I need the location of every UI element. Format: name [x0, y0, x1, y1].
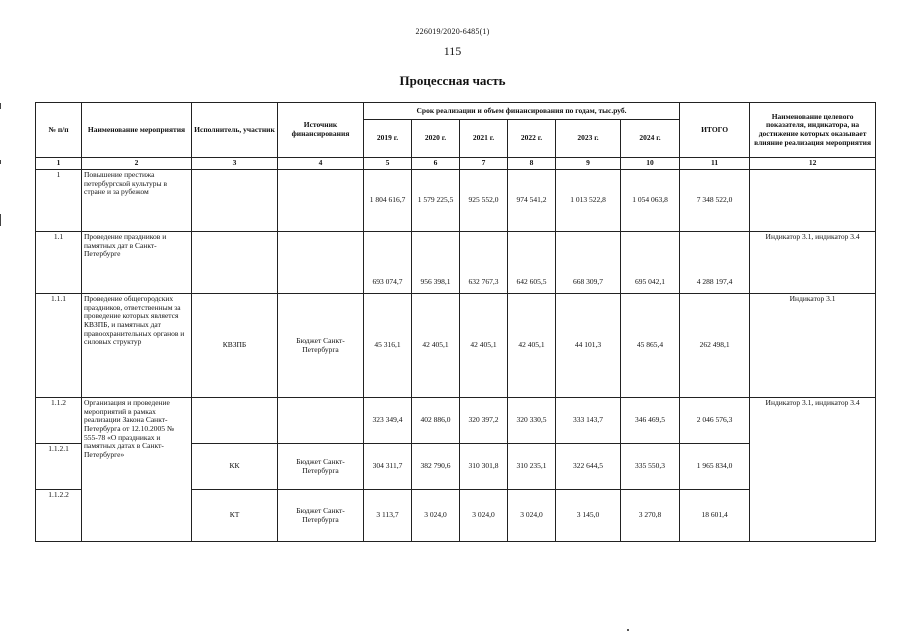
- page-title: Процессная часть: [399, 73, 506, 88]
- column-number-row: [36, 158, 876, 170]
- indicator-cell: Индикатор 3.1, индикатор 3.4: [750, 232, 876, 294]
- value-cell: 45 865,4: [621, 294, 680, 398]
- header-year: 2021 г.: [460, 120, 508, 158]
- indicator-cell: [750, 170, 876, 232]
- value-cell: 3 113,7: [364, 490, 412, 542]
- total-cell: 2 046 576,3: [680, 398, 750, 444]
- row-num: 1.1: [36, 232, 82, 294]
- value-cell: 333 143,7: [556, 398, 621, 444]
- value-cell: 3 024,0: [460, 490, 508, 542]
- value-cell: 1 804 616,7: [364, 170, 412, 232]
- column-number: 2: [82, 158, 192, 170]
- value-cell: 335 550,3: [621, 444, 680, 490]
- value-cell: 45 316,1: [364, 294, 412, 398]
- value-cell: 3 270,8: [621, 490, 680, 542]
- value-cell: 304 311,7: [364, 444, 412, 490]
- value-cell: 3 145,0: [556, 490, 621, 542]
- row-executor: КВЗПБ: [192, 294, 278, 398]
- value-cell: 668 309,7: [556, 232, 621, 294]
- header-name: Наименование мероприятия: [82, 103, 192, 158]
- column-number: 11: [680, 158, 750, 170]
- column-number: 9: [556, 158, 621, 170]
- scan-edge-mark: [0, 214, 1, 226]
- value-cell: 925 552,0: [460, 170, 508, 232]
- row-executor: КТ: [192, 490, 278, 542]
- header-total: ИТОГО: [680, 103, 750, 158]
- value-cell: 42 405,1: [412, 294, 460, 398]
- header-year: 2023 г.: [556, 120, 621, 158]
- value-cell: 323 349,4: [364, 398, 412, 444]
- column-number: 8: [508, 158, 556, 170]
- value-cell: 3 024,0: [508, 490, 556, 542]
- value-cell: 632 767,3: [460, 232, 508, 294]
- row-executor: КК: [192, 444, 278, 490]
- column-number: 5: [364, 158, 412, 170]
- row-executor: [192, 170, 278, 232]
- row-num: 1.1.2: [36, 398, 82, 444]
- value-cell: 693 074,7: [364, 232, 412, 294]
- value-cell: 346 469,5: [621, 398, 680, 444]
- column-number: 3: [192, 158, 278, 170]
- row-num: 1.1.2.1: [36, 444, 82, 490]
- indicator-cell: Индикатор 3.1, индикатор 3.4: [750, 398, 876, 542]
- table-row: [36, 398, 876, 444]
- table-row: [36, 170, 876, 232]
- value-cell: 642 605,5: [508, 232, 556, 294]
- document-id: 226019/2020-6485(1): [415, 27, 490, 36]
- column-number: 4: [278, 158, 364, 170]
- header-period: Срок реализации и объем финансирования по годам, тыс.руб.: [364, 103, 680, 120]
- scan-edge-mark: [0, 103, 1, 109]
- value-cell: 974 541,2: [508, 170, 556, 232]
- value-cell: 382 790,6: [412, 444, 460, 490]
- column-number: 6: [412, 158, 460, 170]
- total-cell: 4 288 197,4: [680, 232, 750, 294]
- header-year: 2020 г.: [412, 120, 460, 158]
- row-executor: [192, 398, 278, 444]
- indicator-cell: Индикатор 3.1: [750, 294, 876, 398]
- row-source: Бюджет Санкт-Петербурга: [278, 444, 364, 490]
- row-executor: [192, 232, 278, 294]
- header-num: № п/п: [36, 103, 82, 158]
- header-year: 2019 г.: [364, 120, 412, 158]
- page-number: 115: [443, 44, 462, 58]
- total-cell: 262 498,1: [680, 294, 750, 398]
- row-source: [278, 398, 364, 444]
- value-cell: 42 405,1: [508, 294, 556, 398]
- scan-edge-mark: [0, 160, 1, 164]
- column-number: 1: [36, 158, 82, 170]
- total-cell: 7 348 522,0: [680, 170, 750, 232]
- process-table: [35, 102, 876, 542]
- value-cell: 3 024,0: [412, 490, 460, 542]
- row-source: [278, 170, 364, 232]
- row-source: Бюджет Санкт-Петербурга: [278, 294, 364, 398]
- header-executor: Исполнитель, участник: [192, 103, 278, 158]
- value-cell: 320 397,2: [460, 398, 508, 444]
- row-name: Повышение престижа петербургской культуры в стране и за рубежом: [82, 170, 192, 232]
- value-cell: 1 054 063,8: [621, 170, 680, 232]
- column-number: 10: [621, 158, 680, 170]
- row-source: Бюджет Санкт-Петербурга: [278, 490, 364, 542]
- row-num: 1.1.2.2: [36, 490, 82, 542]
- row-name: Проведение праздников и памятных дат в Санкт-Петербурге: [82, 232, 192, 294]
- header-year: 2024 г.: [621, 120, 680, 158]
- header-year: 2022 г.: [508, 120, 556, 158]
- row-num: 1: [36, 170, 82, 232]
- row-num: 1.1.1: [36, 294, 82, 398]
- header-indicator: Наименование целевого показателя, индикатора, на достижение которых оказывает влияние реализация мероприятия: [750, 103, 876, 158]
- scan-dot: [627, 629, 629, 631]
- header-source: Источник финансирования: [278, 103, 364, 158]
- value-cell: 310 235,1: [508, 444, 556, 490]
- value-cell: 320 330,5: [508, 398, 556, 444]
- value-cell: 402 886,0: [412, 398, 460, 444]
- row-name: Организация и проведение мероприятий в рамках реализации Закона Санкт-Петербурга от 12.10.2005 № 555-78 «О праздниках и памятных датах в Санкт-Петербурге»: [82, 398, 192, 542]
- column-number: 12: [750, 158, 876, 170]
- value-cell: 1 013 522,8: [556, 170, 621, 232]
- row-name: Проведение общегородских праздников, ответственным за проведение которых является КВЗПБ, и памятных дат правоохранительных органов и силовых структур: [82, 294, 192, 398]
- value-cell: 695 042,1: [621, 232, 680, 294]
- table-row: [36, 294, 876, 398]
- table-row: [36, 232, 876, 294]
- value-cell: 1 579 225,5: [412, 170, 460, 232]
- value-cell: 322 644,5: [556, 444, 621, 490]
- value-cell: 42 405,1: [460, 294, 508, 398]
- value-cell: 44 101,3: [556, 294, 621, 398]
- value-cell: 310 301,8: [460, 444, 508, 490]
- total-cell: 1 965 834,0: [680, 444, 750, 490]
- column-number: 7: [460, 158, 508, 170]
- total-cell: 18 601,4: [680, 490, 750, 542]
- value-cell: 956 398,1: [412, 232, 460, 294]
- row-source: [278, 232, 364, 294]
